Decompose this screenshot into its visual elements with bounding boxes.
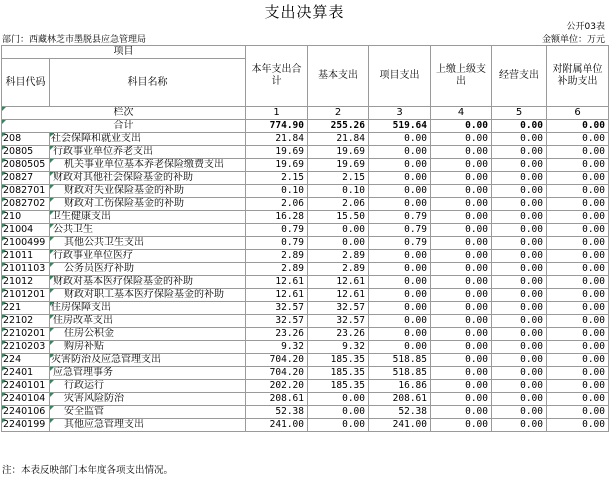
amount-cell: 0.00 xyxy=(369,185,431,198)
amount-cell: 32.57 xyxy=(308,302,369,315)
amount-cell: 0.00 xyxy=(492,250,547,263)
amount-cell: 0.00 xyxy=(547,146,609,159)
amount-cell: 0.00 xyxy=(492,406,547,419)
amount-cell: 0.00 xyxy=(369,328,431,341)
amount-cell: 2.06 xyxy=(308,198,369,211)
amount-cell: 0.00 xyxy=(492,393,547,406)
total-label: 合计 xyxy=(2,120,246,133)
expenditure-table xyxy=(1,45,609,432)
table-row xyxy=(2,185,609,198)
amount-cell: 241.00 xyxy=(369,419,431,432)
amount-cell: 185.35 xyxy=(308,354,369,367)
subject-code: 20805 xyxy=(2,146,50,159)
table-row xyxy=(2,302,609,315)
amount-cell: 0.00 xyxy=(547,380,609,393)
amount-cell: 0.00 xyxy=(547,185,609,198)
header-col-upper: 上缴上级支出 xyxy=(431,46,492,107)
amount-cell: 0.00 xyxy=(369,276,431,289)
amount-cell: 12.61 xyxy=(308,289,369,302)
amount-cell: 19.69 xyxy=(308,146,369,159)
amount-cell: 0.00 xyxy=(431,133,492,146)
amount-cell: 0.00 xyxy=(547,172,609,185)
amount-cell: 2.89 xyxy=(308,250,369,263)
subject-name: 行政运行 xyxy=(50,380,246,393)
amount-cell: 0.79 xyxy=(246,237,308,250)
subject-code: 2240104 xyxy=(2,393,50,406)
header-item: 项目 xyxy=(2,46,246,59)
subject-name: 社会保障和就业支出 xyxy=(50,133,246,146)
amount-cell: 0.00 xyxy=(492,354,547,367)
table-row xyxy=(2,263,609,276)
amount-cell: 0.00 xyxy=(547,159,609,172)
subject-name: 安全监管 xyxy=(50,406,246,419)
amount-cell: 0.00 xyxy=(492,263,547,276)
amount-cell: 2.15 xyxy=(246,172,308,185)
amount-cell: 0.00 xyxy=(492,211,547,224)
subject-code: 221 xyxy=(2,302,50,315)
amount-cell: 0.00 xyxy=(547,315,609,328)
amount-cell: 0.00 xyxy=(308,224,369,237)
subject-code: 2082702 xyxy=(2,198,50,211)
total-cell: 0.00 xyxy=(492,120,547,133)
table-row xyxy=(2,380,609,393)
amount-cell: 9.32 xyxy=(308,341,369,354)
amount-cell: 0.00 xyxy=(547,354,609,367)
amount-cell: 208.61 xyxy=(246,393,308,406)
table-row xyxy=(2,237,609,250)
amount-cell: 0.00 xyxy=(431,367,492,380)
subject-code: 21011 xyxy=(2,250,50,263)
amount-cell: 202.20 xyxy=(246,380,308,393)
subject-name: 公共卫生 xyxy=(50,224,246,237)
amount-cell: 0.00 xyxy=(369,172,431,185)
amount-cell: 0.00 xyxy=(492,341,547,354)
col-number: 4 xyxy=(431,107,492,120)
amount-cell: 0.00 xyxy=(492,198,547,211)
amount-cell: 0.00 xyxy=(369,133,431,146)
department-label: 部门：西藏林芝市墨脱县应急管理局 xyxy=(2,35,147,45)
subject-code: 20827 xyxy=(2,172,50,185)
amount-cell: 0.00 xyxy=(431,419,492,432)
subject-name: 住房改革支出 xyxy=(50,315,246,328)
amount-cell: 16.86 xyxy=(369,380,431,393)
amount-cell: 0.00 xyxy=(547,276,609,289)
amount-cell: 2.89 xyxy=(246,263,308,276)
amount-cell: 0.00 xyxy=(547,393,609,406)
amount-cell: 0.00 xyxy=(547,263,609,276)
amount-cell: 704.20 xyxy=(246,354,308,367)
subject-code: 22401 xyxy=(2,367,50,380)
subject-name: 灾害风险防治 xyxy=(50,393,246,406)
subject-code: 22102 xyxy=(2,315,50,328)
amount-cell: 0.00 xyxy=(369,250,431,263)
amount-cell: 0.00 xyxy=(492,172,547,185)
subject-code: 2080505 xyxy=(2,159,50,172)
col-number: 1 xyxy=(246,107,308,120)
table-row xyxy=(2,146,609,159)
table-row xyxy=(2,250,609,263)
subject-name: 应急管理事务 xyxy=(50,367,246,380)
amount-cell: 0.00 xyxy=(547,406,609,419)
amount-cell: 19.69 xyxy=(246,146,308,159)
subject-code: 2100499 xyxy=(2,237,50,250)
subject-code: 224 xyxy=(2,354,50,367)
amount-cell: 0.00 xyxy=(492,328,547,341)
amount-cell: 0.00 xyxy=(431,315,492,328)
subject-name: 行政事业单位医疗 xyxy=(50,250,246,263)
footnote: 注：本表反映部门本年度各项支出情况。 xyxy=(2,465,174,476)
amount-cell: 0.00 xyxy=(492,315,547,328)
amount-cell: 0.00 xyxy=(547,211,609,224)
amount-cell: 241.00 xyxy=(246,419,308,432)
amount-cell: 0.00 xyxy=(308,393,369,406)
amount-cell: 208.61 xyxy=(369,393,431,406)
subject-code: 2210203 xyxy=(2,341,50,354)
amount-cell: 2.15 xyxy=(308,172,369,185)
amount-cell: 2.06 xyxy=(246,198,308,211)
table-row xyxy=(2,224,609,237)
amount-cell: 12.61 xyxy=(246,289,308,302)
amount-cell: 23.26 xyxy=(246,328,308,341)
amount-cell: 0.00 xyxy=(369,289,431,302)
amount-cell: 16.28 xyxy=(246,211,308,224)
amount-cell: 0.00 xyxy=(492,276,547,289)
amount-cell: 52.38 xyxy=(369,406,431,419)
amount-cell: 0.00 xyxy=(308,237,369,250)
amount-cell: 19.69 xyxy=(246,159,308,172)
header-code: 科目代码 xyxy=(2,59,50,107)
subject-code: 21012 xyxy=(2,276,50,289)
amount-cell: 21.84 xyxy=(308,133,369,146)
table-row xyxy=(2,406,609,419)
amount-cell: 0.00 xyxy=(492,367,547,380)
table-row xyxy=(2,198,609,211)
col-number: 3 xyxy=(369,107,431,120)
amount-cell: 0.00 xyxy=(492,133,547,146)
table-row xyxy=(2,393,609,406)
subject-name: 住房公积金 xyxy=(50,328,246,341)
amount-cell: 0.00 xyxy=(431,250,492,263)
subject-name: 机关事业单位基本养老保险缴费支出 xyxy=(50,159,246,172)
amount-cell: 0.00 xyxy=(547,237,609,250)
subject-name: 住房保障支出 xyxy=(50,302,246,315)
subject-code: 210 xyxy=(2,211,50,224)
amount-cell: 0.00 xyxy=(492,159,547,172)
amount-cell: 0.00 xyxy=(547,198,609,211)
table-row xyxy=(2,289,609,302)
header-col-subsidy: 对附属单位补助支出 xyxy=(547,46,609,107)
subject-code: 2210201 xyxy=(2,328,50,341)
amount-cell: 0.00 xyxy=(547,328,609,341)
subject-code: 2240106 xyxy=(2,406,50,419)
amount-cell: 0.00 xyxy=(431,393,492,406)
amount-cell: 32.57 xyxy=(246,302,308,315)
amount-cell: 0.00 xyxy=(369,159,431,172)
amount-cell: 0.00 xyxy=(369,341,431,354)
subject-name: 卫生健康支出 xyxy=(50,211,246,224)
subject-name: 购房补贴 xyxy=(50,341,246,354)
col-number: 5 xyxy=(492,107,547,120)
subject-code: 2082701 xyxy=(2,185,50,198)
amount-cell: 704.20 xyxy=(246,367,308,380)
amount-cell: 0.00 xyxy=(431,289,492,302)
amount-cell: 21.84 xyxy=(246,133,308,146)
amount-cell: 0.00 xyxy=(369,302,431,315)
subject-code: 2101201 xyxy=(2,289,50,302)
amount-cell: 15.50 xyxy=(308,211,369,224)
amount-cell: 0.10 xyxy=(246,185,308,198)
amount-cell: 0.00 xyxy=(369,315,431,328)
table-row xyxy=(2,328,609,341)
amount-cell: 0.00 xyxy=(431,211,492,224)
subject-name: 财政对其他社会保险基金的补助 xyxy=(50,172,246,185)
subject-name: 财政对工伤保险基金的补助 xyxy=(50,198,246,211)
amount-cell: 0.00 xyxy=(431,172,492,185)
amount-cell: 0.00 xyxy=(431,224,492,237)
amount-cell: 0.00 xyxy=(547,419,609,432)
table-row xyxy=(2,159,609,172)
amount-cell: 0.00 xyxy=(431,354,492,367)
amount-cell: 0.00 xyxy=(547,250,609,263)
table-row xyxy=(2,315,609,328)
amount-cell: 0.00 xyxy=(547,224,609,237)
total-cell: 0.00 xyxy=(431,120,492,133)
amount-cell: 0.00 xyxy=(431,146,492,159)
unit-label: 金额单位：万元 xyxy=(541,35,605,45)
amount-cell: 0.00 xyxy=(431,380,492,393)
amount-cell: 0.00 xyxy=(369,263,431,276)
table-row xyxy=(2,341,609,354)
table-row xyxy=(2,367,609,380)
amount-cell: 0.00 xyxy=(431,406,492,419)
amount-cell: 0.00 xyxy=(492,224,547,237)
amount-cell: 0.00 xyxy=(492,185,547,198)
header-col-project: 项目支出 xyxy=(369,46,431,107)
table-row xyxy=(2,276,609,289)
amount-cell: 0.00 xyxy=(308,406,369,419)
amount-cell: 0.00 xyxy=(492,146,547,159)
amount-cell: 0.00 xyxy=(431,276,492,289)
amount-cell: 185.35 xyxy=(308,380,369,393)
amount-cell: 0.00 xyxy=(547,341,609,354)
amount-cell: 32.57 xyxy=(308,315,369,328)
amount-cell: 0.00 xyxy=(431,263,492,276)
amount-cell: 0.00 xyxy=(431,237,492,250)
header-col-total: 本年支出合计 xyxy=(246,46,308,107)
amount-cell: 0.10 xyxy=(308,185,369,198)
amount-cell: 9.32 xyxy=(246,341,308,354)
subject-name: 财政对职工基本医疗保险基金的补助 xyxy=(50,289,246,302)
subject-name: 财政对失业保险基金的补助 xyxy=(50,185,246,198)
amount-cell: 0.00 xyxy=(492,302,547,315)
amount-cell: 0.00 xyxy=(547,289,609,302)
col-number: 6 xyxy=(547,107,609,120)
amount-cell: 0.00 xyxy=(492,237,547,250)
amount-cell: 19.69 xyxy=(308,159,369,172)
amount-cell: 0.00 xyxy=(369,198,431,211)
table-row xyxy=(2,419,609,432)
amount-cell: 0.00 xyxy=(492,419,547,432)
amount-cell: 0.00 xyxy=(431,198,492,211)
total-cell: 519.64 xyxy=(369,120,431,133)
col-number: 2 xyxy=(308,107,369,120)
total-cell: 255.26 xyxy=(308,120,369,133)
amount-cell: 0.00 xyxy=(492,289,547,302)
subject-name: 公务员医疗补助 xyxy=(50,263,246,276)
table-row xyxy=(2,354,609,367)
amount-cell: 0.00 xyxy=(547,133,609,146)
amount-cell: 12.61 xyxy=(308,276,369,289)
subject-name: 其他应急管理支出 xyxy=(50,419,246,432)
amount-cell: 0.79 xyxy=(369,211,431,224)
subject-code: 2240199 xyxy=(2,419,50,432)
amount-cell: 0.00 xyxy=(431,302,492,315)
amount-cell: 23.26 xyxy=(308,328,369,341)
subject-name: 行政事业单位养老支出 xyxy=(50,146,246,159)
amount-cell: 32.57 xyxy=(246,315,308,328)
total-cell: 774.90 xyxy=(246,120,308,133)
amount-cell: 52.38 xyxy=(246,406,308,419)
subject-code: 2240101 xyxy=(2,380,50,393)
header-name: 科目名称 xyxy=(50,59,246,107)
table-row xyxy=(2,172,609,185)
amount-cell: 0.79 xyxy=(246,224,308,237)
amount-cell: 518.85 xyxy=(369,367,431,380)
amount-cell: 518.85 xyxy=(369,354,431,367)
subject-name: 灾害防治及应急管理支出 xyxy=(50,354,246,367)
amount-cell: 0.79 xyxy=(369,237,431,250)
subject-name: 财政对基本医疗保险基金的补助 xyxy=(50,276,246,289)
amount-cell: 0.00 xyxy=(431,328,492,341)
amount-cell: 185.35 xyxy=(308,367,369,380)
amount-cell: 0.79 xyxy=(369,224,431,237)
table-row xyxy=(2,133,609,146)
header-lanci: 栏次 xyxy=(2,107,246,120)
amount-cell: 12.61 xyxy=(246,276,308,289)
header-col-business: 经营支出 xyxy=(492,46,547,107)
subject-code: 208 xyxy=(2,133,50,146)
amount-cell: 0.00 xyxy=(547,367,609,380)
amount-cell: 2.89 xyxy=(308,263,369,276)
amount-cell: 0.00 xyxy=(492,380,547,393)
table-number: 公开03表 xyxy=(566,22,605,32)
table-row xyxy=(2,211,609,224)
amount-cell: 0.00 xyxy=(431,185,492,198)
amount-cell: 2.89 xyxy=(246,250,308,263)
subject-code: 2101103 xyxy=(2,263,50,276)
header-col-basic: 基本支出 xyxy=(308,46,369,107)
amount-cell: 0.00 xyxy=(547,302,609,315)
amount-cell: 0.00 xyxy=(431,159,492,172)
amount-cell: 0.00 xyxy=(431,341,492,354)
page-title: 支出决算表 xyxy=(264,3,345,21)
subject-code: 21004 xyxy=(2,224,50,237)
total-cell: 0.00 xyxy=(547,120,609,133)
subject-name: 其他公共卫生支出 xyxy=(50,237,246,250)
amount-cell: 0.00 xyxy=(308,419,369,432)
amount-cell: 0.00 xyxy=(369,146,431,159)
